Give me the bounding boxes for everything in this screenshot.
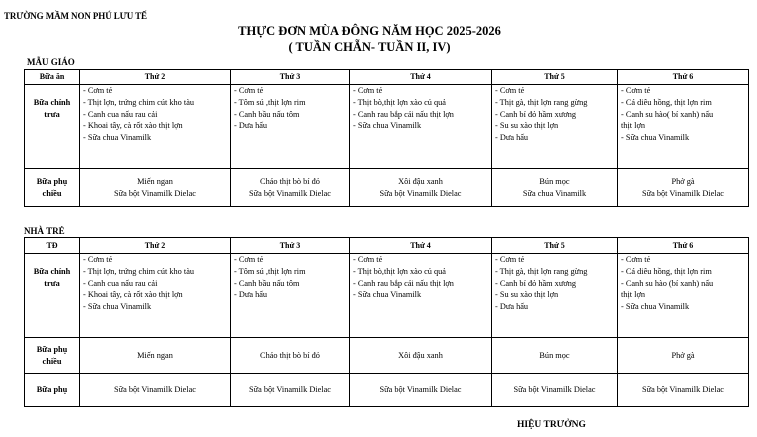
meal-cell: - Cơm tẻ - Thịt gà, thịt lợn rang gừng - Canh bí đỏ hầm xương - Su su xào thịt lợn - Dưa hấu bbox=[492, 254, 618, 338]
snack-cell: Miến ngan bbox=[80, 338, 231, 374]
corner-header: Bữa ăn bbox=[25, 70, 80, 85]
row-label: Bữa chính trưa bbox=[25, 254, 80, 338]
meal-cell: - Cơm tẻ - Tôm sú ,thịt lợn rim - Canh bầu nấu tôm - Dưa hấu bbox=[231, 85, 350, 169]
table-row bbox=[25, 254, 749, 338]
row-label: Bữa phụ chiều bbox=[25, 338, 80, 374]
table-header-row bbox=[25, 238, 749, 254]
section-label-mau-giao: MẪU GIÁO bbox=[27, 57, 75, 67]
meal-cell: - Cơm tẻ - Tôm sú ,thịt lợn rim - Canh bầu nấu tôm - Dưa hấu bbox=[231, 254, 350, 338]
menu-table-mau-giao bbox=[24, 69, 749, 207]
row-label: Bữa phụ bbox=[25, 374, 80, 407]
principal-signature-label: HIỆU TRƯỞNG bbox=[517, 420, 586, 430]
row-label: Bữa chính trưa bbox=[25, 85, 80, 169]
corner-header: TĐ bbox=[25, 238, 80, 254]
snack-cell: Phở gà Sữa bột Vinamilk Dielac bbox=[618, 169, 749, 207]
day-header: Thứ 2 bbox=[80, 70, 231, 85]
day-header: Thứ 4 bbox=[350, 70, 492, 85]
table-header-row bbox=[25, 70, 749, 85]
snack-cell: Sữa bột Vinamilk Dielac bbox=[618, 374, 749, 407]
day-header: Thứ 5 bbox=[492, 238, 618, 254]
day-header: Thứ 4 bbox=[350, 238, 492, 254]
table-row bbox=[25, 169, 749, 207]
meal-cell: - Cơm tẻ - Cá diêu hồng, thịt lợn rim - Canh su hào( bí xanh) nấu thịt lợn - Sữa chua Vinamilk bbox=[618, 85, 749, 169]
snack-cell: Cháo thịt bò bí đỏ bbox=[231, 338, 350, 374]
day-header: Thứ 5 bbox=[492, 70, 618, 85]
snack-cell: Sữa bột Vinamilk Dielac bbox=[350, 374, 492, 407]
snack-cell: Sữa bột Vinamilk Dielac bbox=[80, 374, 231, 407]
meal-cell: - Cơm tẻ - Thịt lợn, trứng chim cút kho tàu - Canh cua nấu rau cải - Khoai tây, cà rốt xào thịt lợn - Sữa chua Vinamilk bbox=[80, 254, 231, 338]
meal-cell: - Cơm tẻ - Thịt bò,thịt lợn xào củ quả - Canh rau bắp cải nấu thịt lợn - Sữa chua Vinamilk bbox=[350, 254, 492, 338]
meal-cell: - Cơm tẻ - Cá diêu hồng, thịt lợn rim - Canh su hào (bí xanh) nấu thịt lợn - Sữa chua Vinamilk bbox=[618, 254, 749, 338]
day-header: Thứ 3 bbox=[231, 238, 350, 254]
snack-cell: Cháo thịt bò bí đỏ Sữa bột Vinamilk Dielac bbox=[231, 169, 350, 207]
snack-cell: Bún mọc Sữa chua Vinamilk bbox=[492, 169, 618, 207]
meal-cell: - Cơm tẻ - Thịt bò,thịt lợn xào củ quả - Canh rau bắp cải nấu thịt lợn - Sữa chua Vinamilk bbox=[350, 85, 492, 169]
menu-subtitle: ( TUẦN CHẴN- TUẦN II, IV) bbox=[288, 40, 451, 54]
day-header: Thứ 2 bbox=[80, 238, 231, 254]
snack-cell: Sữa bột Vinamilk Dielac bbox=[492, 374, 618, 407]
row-label: Bữa phụ chiều bbox=[25, 169, 80, 207]
snack-cell: Phở gà bbox=[618, 338, 749, 374]
snack-cell: Xôi đậu xanh bbox=[350, 338, 492, 374]
snack-cell: Bún mọc bbox=[492, 338, 618, 374]
table-row bbox=[25, 338, 749, 374]
table-row bbox=[25, 85, 749, 169]
snack-cell: Xôi đậu xanh Sữa bột Vinamilk Dielac bbox=[350, 169, 492, 207]
school-name: TRƯỜNG MẦM NON PHÚ LƯU TẾ bbox=[4, 11, 147, 21]
day-header: Thứ 6 bbox=[618, 70, 749, 85]
meal-cell: - Cơm tẻ - Thịt lợn, trứng chim cút kho tàu - Canh cua nấu rau cải - Khoai tây, cà rốt xào thịt lợn - Sữa chua Vinamilk bbox=[80, 85, 231, 169]
day-header: Thứ 6 bbox=[618, 238, 749, 254]
menu-title: THỰC ĐƠN MÙA ĐÔNG NĂM HỌC 2025-2026 bbox=[238, 24, 501, 38]
table-row bbox=[25, 374, 749, 407]
snack-cell: Miến ngan Sữa bột Vinamilk Dielac bbox=[80, 169, 231, 207]
meal-cell: - Cơm tẻ - Thịt gà, thịt lợn rang gừng - Canh bí đỏ hầm xương - Su su xào thịt lợn - Dưa hấu bbox=[492, 85, 618, 169]
snack-cell: Sữa bột Vinamilk Dielac bbox=[231, 374, 350, 407]
section-label-nha-tre: NHÀ TRẺ bbox=[24, 226, 65, 236]
day-header: Thứ 3 bbox=[231, 70, 350, 85]
menu-table-nha-tre bbox=[24, 237, 749, 407]
